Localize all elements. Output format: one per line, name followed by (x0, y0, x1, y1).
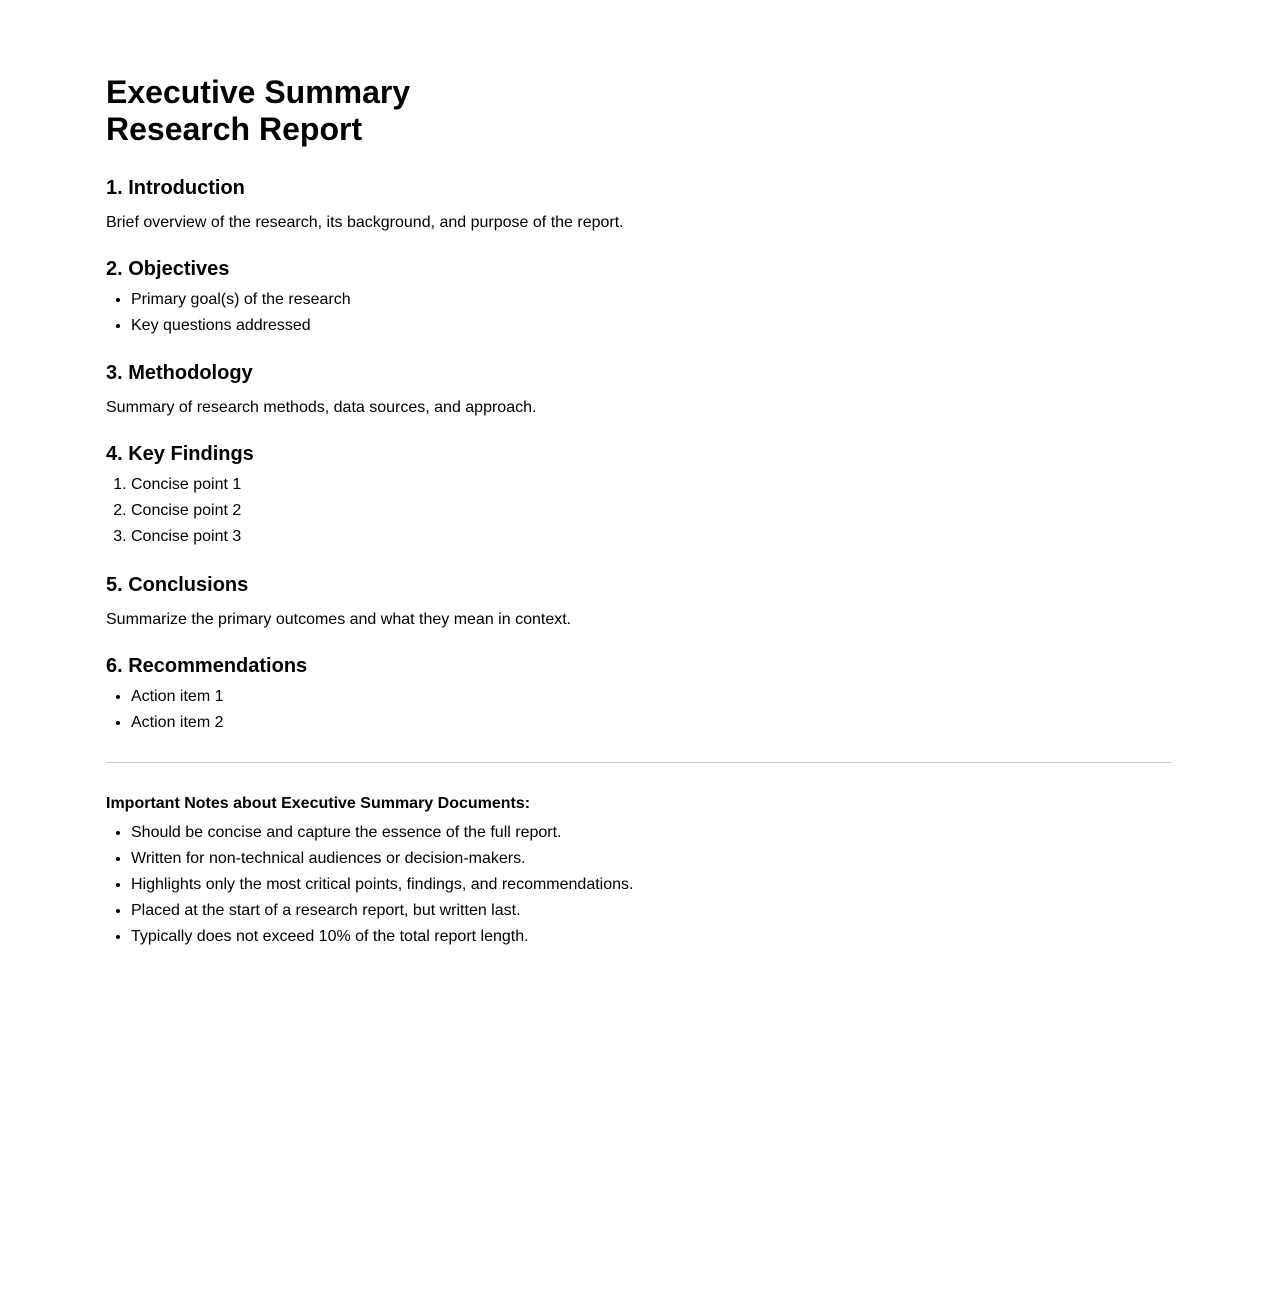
section-recommendations (106, 654, 1172, 733)
section-heading: 1. Introduction (106, 177, 245, 199)
list-item: • Action item 1 (131, 687, 1172, 707)
section-heading: 2. Objectives (106, 258, 230, 280)
document-title (106, 74, 1172, 148)
list-item: • Primary goal(s) of the research (131, 290, 1172, 310)
section-heading: 5. Conclusions (106, 574, 249, 596)
list-item: • Highlights only the most critical points, findings, and recommendations. (131, 875, 1172, 895)
list-item: • Key questions addressed (131, 316, 1172, 336)
section-methodology (106, 361, 1172, 418)
notes-section (106, 794, 1172, 947)
section-heading: 4. Key Findings (106, 443, 254, 465)
document-title-line-2: Research Report (106, 111, 363, 147)
list-item: 1. Concise point 1 (131, 475, 1172, 495)
list-item: 2. Concise point 2 (131, 501, 1172, 521)
section-heading: 6. Recommendations (106, 655, 308, 677)
section-objectives (106, 257, 1172, 336)
objectives-list (106, 290, 1172, 336)
list-item: • Should be concise and capture the essence of the full report. (131, 823, 1172, 843)
divider (106, 762, 1172, 763)
findings-list (106, 475, 1172, 547)
notes-heading: Important Notes about Executive Summary Documents: (106, 795, 531, 812)
section-conclusions (106, 573, 1172, 630)
section-text: Summarize the primary outcomes and what they mean in context. (106, 611, 572, 628)
section-key-findings (106, 442, 1172, 547)
section-text: Summary of research methods, data sources, and approach. (106, 399, 537, 416)
section-introduction (106, 176, 1172, 233)
section-text: Brief overview of the research, its background, and purpose of the report. (106, 214, 624, 231)
list-item: • Written for non-technical audiences or decision-makers. (131, 849, 1172, 869)
list-item: • Typically does not exceed 10% of the total report length. (131, 927, 1172, 947)
section-heading: 3. Methodology (106, 362, 253, 384)
list-item: • Action item 2 (131, 713, 1172, 733)
document-page (106, 0, 1172, 947)
list-item: • Placed at the start of a research report, but written last. (131, 901, 1172, 921)
list-item: 3. Concise point 3 (131, 527, 1172, 547)
document-title-line-1: Executive Summary (106, 74, 411, 110)
notes-list (106, 823, 1172, 947)
recommendations-list (106, 687, 1172, 733)
